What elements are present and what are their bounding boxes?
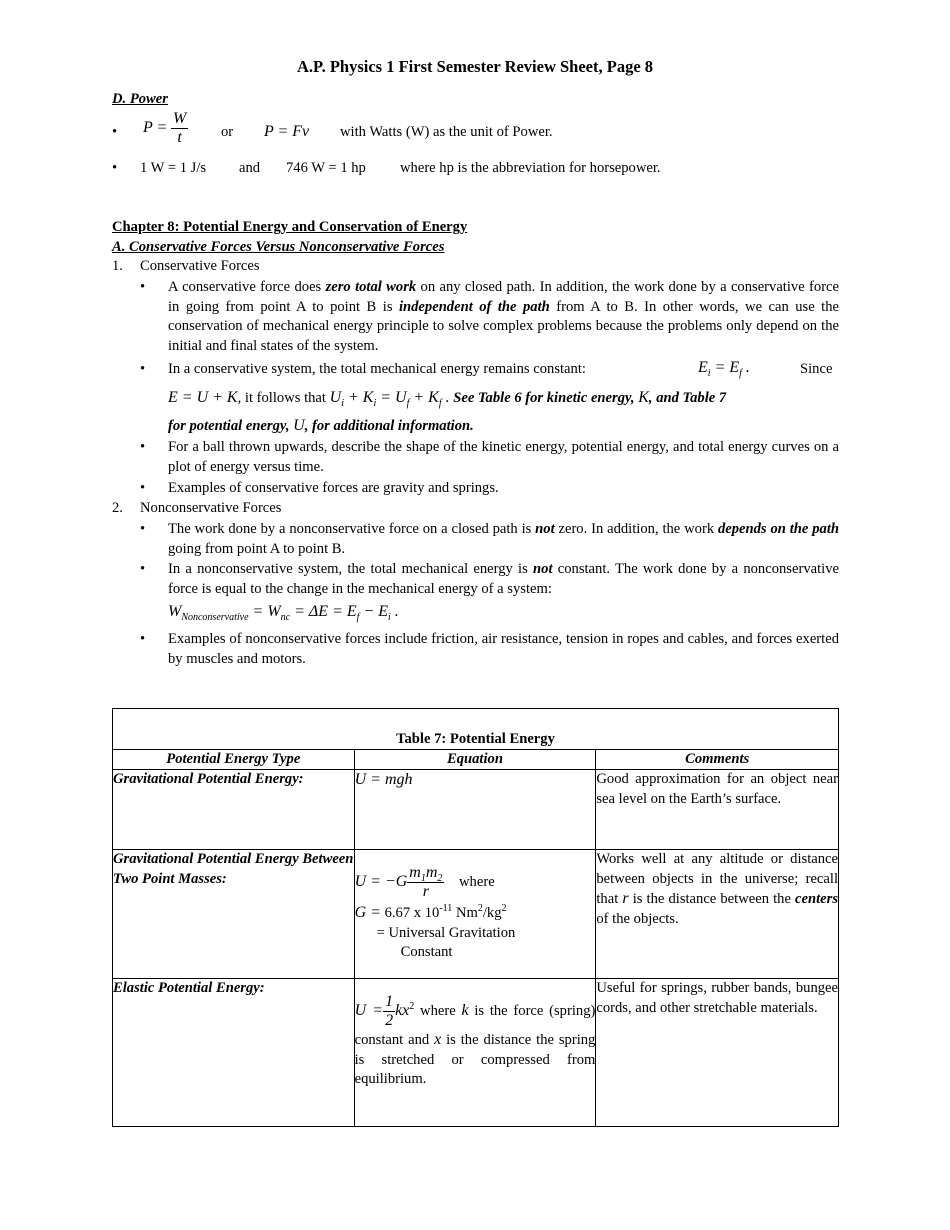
subscript: f	[356, 612, 360, 624]
text-run: is the distance the spring is stretched or compressed from equilibrium.	[354, 1032, 596, 1087]
equation-part: = ΔE = E	[294, 603, 357, 620]
bullet-icon: •	[140, 361, 146, 377]
conservative-examples: Examples of conservative forces are gravity and springs.	[168, 480, 499, 496]
conservative-force-definition	[168, 278, 839, 356]
emphasis: not	[535, 521, 555, 537]
text-run: constant. The work done by a nonconservative force is equal to the change in the mechanical energy of a system:	[168, 561, 839, 597]
conservation-equation: $U_i + K_i = U_f + K_f$ .	[329, 389, 450, 410]
text-run: where	[414, 1002, 462, 1019]
column-header: Comments	[596, 750, 839, 770]
table-caption: Table 7: Potential Energy	[113, 709, 839, 750]
item-1-number: 1.	[112, 258, 123, 274]
text-run: going from point A to point B.	[168, 540, 346, 557]
item-2-number: 2.	[112, 500, 123, 516]
item-2-label: Nonconservative Forces	[140, 500, 282, 516]
where-text: where	[459, 873, 495, 890]
bullet-icon: •	[140, 439, 146, 455]
pe-equation-gravitational: U = mgh	[354, 770, 596, 850]
pe-equation-elastic	[354, 979, 596, 1127]
superscript: 2	[501, 903, 507, 915]
table-reference: , for additional information.	[304, 418, 474, 434]
equation-part: r	[422, 883, 429, 900]
subscript: nc	[280, 612, 291, 624]
equation-part: k	[461, 1001, 469, 1019]
text-run: In a nonconservative system, the total mechanical energy is	[168, 561, 534, 577]
bullet-icon: •	[140, 480, 146, 496]
conservation-equation-line	[168, 388, 726, 409]
table-row	[113, 850, 839, 979]
hp-note: where hp is the abbreviation for horsepower.	[400, 160, 661, 176]
superscript: 2	[409, 1000, 415, 1012]
kinetic-symbol: K	[638, 389, 649, 406]
equation-part: U =	[354, 1001, 384, 1019]
power-p-eq: P =	[143, 118, 168, 136]
equation-part: x	[434, 1031, 442, 1048]
pe-comment-gravitational: Good approximation for an object near sea level on the Earth’s surface.	[596, 770, 839, 850]
table-header-row	[113, 750, 839, 770]
mass-over-r-fraction	[407, 864, 444, 901]
gravitational-constant-label: = Universal Gravitation	[376, 924, 516, 941]
page-title: A.P. Physics 1 First Semester Review Sheet, Page 8	[296, 57, 654, 76]
subscript: 2	[437, 873, 443, 885]
power-or: or	[221, 124, 234, 140]
equation-part: G =	[354, 904, 381, 921]
power-and: and	[239, 160, 261, 176]
table-reference: , and Table 7	[648, 390, 727, 406]
equation-part: kx	[395, 1001, 410, 1019]
bullet-icon: •	[140, 521, 146, 537]
power-unit-text: with Watts (W) as the unit of Power.	[340, 124, 553, 140]
gravitational-constant-label: Constant	[400, 944, 453, 960]
text-run: The work done by a nonconservative force on a closed path is	[168, 521, 536, 537]
pe-comment-point-masses	[596, 850, 839, 979]
column-header: Equation	[354, 750, 596, 770]
equation-part: − E	[359, 603, 388, 620]
table-row	[113, 770, 839, 850]
text-run: A conservative force does	[168, 279, 326, 295]
emphasis: independent of the path	[398, 298, 550, 315]
table-row	[113, 979, 839, 1127]
pe-type-elastic: Elastic Potential Energy:	[113, 979, 355, 1127]
equation-part: 2	[385, 1012, 394, 1029]
item-1-label: Conservative Forces	[140, 258, 260, 274]
chapter-heading: Chapter 8: Potential Energy and Conservation of Energy	[112, 219, 468, 235]
superscript: -11	[439, 903, 453, 915]
hp-definition: 746 W = 1 hp	[286, 160, 366, 176]
bullet-icon: •	[112, 124, 118, 140]
power-formula-2: P = Fv	[264, 123, 310, 140]
text-run: is the force (spring) constant and	[354, 1002, 596, 1048]
emphasis: centers	[795, 891, 838, 907]
equation-part: r	[622, 890, 629, 907]
bullet-icon: •	[140, 561, 146, 577]
equation-part: 6.67 x 10	[380, 905, 440, 921]
nonconservative-examples: Examples of nonconservative forces include friction, air resistance, tension in ropes and cables, and forces exerted by muscles and motors.	[168, 631, 839, 667]
energy-sum-equation: E = U + K	[168, 389, 238, 406]
text-run: of the objects.	[596, 910, 679, 927]
equation-part: U = −G	[354, 872, 408, 890]
table-reference: See Table 6 for kinetic energy,	[453, 390, 635, 406]
section-a-heading: A. Conservative Forces Versus Nonconservative Forces	[112, 239, 445, 255]
potential-energy-table	[112, 708, 839, 1127]
bullet-icon: •	[140, 279, 146, 295]
subscript: 1	[420, 873, 426, 885]
nonconservative-definition	[168, 520, 839, 559]
text-run: zero. In addition, the work	[554, 521, 718, 537]
ball-thrown-prompt: For a ball thrown upwards, describe the shape of the kinetic energy, potential energy, and total energy curves on a plot of energy versus time.	[168, 439, 839, 475]
power-denominator: t	[177, 129, 182, 146]
equation-part: m	[425, 864, 438, 881]
watt-definition: 1 W = 1 J/s	[140, 160, 207, 176]
potential-symbol: U	[293, 417, 305, 434]
text-run: Works well at any altitude or distance between objects in the universe; recall that	[596, 851, 838, 907]
equation-part: 1	[385, 993, 394, 1010]
emphasis: depends on the path	[717, 521, 839, 537]
pe-comment-elastic: Useful for springs, rubber bands, bungee cords, and other stretchable materials.	[596, 979, 839, 1127]
equation-part: /kg	[482, 905, 502, 921]
bullet-icon: •	[112, 160, 118, 176]
text-run: , it follows that	[237, 390, 326, 406]
table-reference: for potential energy,	[168, 418, 290, 434]
subscript: Nonconservative	[181, 612, 249, 624]
elastic-equation	[355, 993, 596, 1090]
text-run: is the distance between the	[628, 891, 796, 907]
emphasis: not	[533, 561, 553, 577]
newton-gravity-equation	[355, 864, 596, 901]
text-run: from A to B. In other words, we can use the conservation of mechanical energy principle to solve complex problems because the problems only depend on the initial and final states of the system.	[168, 298, 839, 354]
pe-equation-point-masses	[354, 850, 596, 979]
gravitational-constant	[355, 903, 596, 924]
column-header: Potential Energy Type	[113, 750, 355, 770]
nonconservative-work-equation: $W_{Nonconservative} = W_{nc} = \Delta E = E_f - E_i$ .	[168, 603, 399, 624]
nonconservative-energy-text	[168, 560, 839, 599]
equation-part: Nm	[452, 905, 478, 921]
energy-equality: $E_i = E_f$ .	[698, 359, 750, 380]
conservation-reference-line	[168, 416, 474, 437]
text-run: on any closed path. In addition, the work done by a conservative force in going from point A to point B is	[168, 279, 840, 315]
emphasis: zero total work	[325, 279, 417, 295]
since-text: Since	[800, 361, 833, 377]
power-numerator: W	[172, 110, 187, 127]
power-heading: D. Power	[112, 91, 168, 107]
bullet-icon: •	[140, 631, 146, 647]
pe-type-gravitational: Gravitational Potential Energy:	[113, 770, 355, 850]
superscript: 2	[477, 903, 483, 915]
conservation-text: In a conservative system, the total mechanical energy remains constant:	[168, 361, 586, 377]
equation-part: m	[409, 864, 421, 881]
equation-part: .	[390, 603, 399, 620]
pe-type-point-masses: Gravitational Potential Energy Between Two Point Masses:	[113, 850, 355, 979]
subscript: i	[388, 612, 391, 624]
power-formula-1	[143, 110, 188, 156]
half-fraction	[383, 993, 395, 1030]
power-fraction	[171, 110, 188, 147]
